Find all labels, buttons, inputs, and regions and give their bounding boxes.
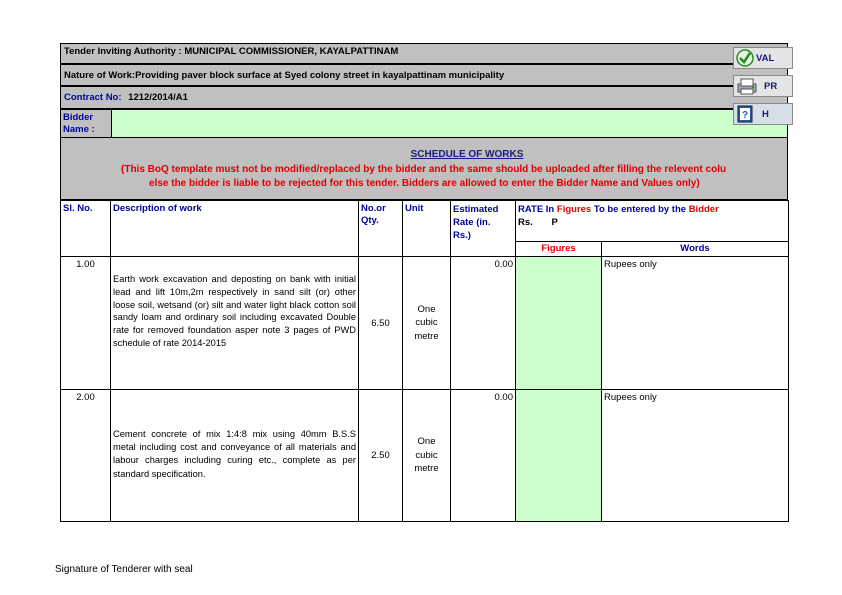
bidder-name-input[interactable] <box>111 110 787 137</box>
signature-label: Signature of Tenderer with seal <box>55 564 193 575</box>
help-button[interactable] <box>733 103 793 125</box>
item-qty: 2.50 <box>359 390 403 522</box>
print-icon <box>736 77 758 95</box>
macro-buttons <box>733 43 793 129</box>
item-estimated-rate: 0.00 <box>451 390 516 522</box>
col-header-figures: Figures <box>516 242 602 257</box>
boq-table <box>60 200 789 522</box>
col-header-estimated-rate: Estimated Rate (in. Rs.) <box>451 201 516 257</box>
item-unit: One cubic metre <box>403 390 451 522</box>
col-header-unit: Unit <box>403 201 451 257</box>
table-row <box>61 257 789 390</box>
item-sl-no: 1.00 <box>61 257 111 390</box>
item-unit: One cubic metre <box>403 257 451 390</box>
nature-of-work-text: Nature of Work:Providing paver block surface at Syed colony street in kayalpattinam municipality <box>64 70 505 81</box>
bidder-name-row <box>60 109 788 138</box>
col-header-qty: No.or Qty. <box>359 201 403 257</box>
help-button-label: H <box>762 108 769 120</box>
schedule-banner <box>60 138 788 200</box>
contract-number: 1212/2014/A1 <box>128 92 188 103</box>
tender-authority-text: Tender Inviting Authority : MUNICIPAL COMMISSIONER, KAYALPATTINAM <box>64 46 399 57</box>
item-rate-figures-input[interactable] <box>516 390 602 522</box>
nature-of-work-row <box>60 64 788 86</box>
validate-button[interactable] <box>733 47 793 69</box>
contract-label: Contract No: <box>64 92 122 103</box>
svg-text:?: ? <box>741 110 749 121</box>
item-description: Earth work excavation and deposting on bank with initial lead and lift 10m,2m respectively in sand silt (or) other loose soil, wetsand (or) silt and water light black cotton soil sandy loam and ordinary soil including excavated Double rate for removed foundation asper note 3 pages of PWD schedule of rate 2014-2015 <box>111 257 359 390</box>
item-estimated-rate: 0.00 <box>451 257 516 390</box>
tender-authority-row <box>60 43 788 64</box>
col-header-sl-no: Sl. No. <box>61 201 111 257</box>
help-book-icon <box>736 105 754 123</box>
col-header-description: Description of work <box>111 201 359 257</box>
item-description: Cement concrete of mix 1:4:8 mix using 40mm B.S.S metal including cost and conveyance of all materials and labour charges including curing etc., complete as per standard specification. <box>111 390 359 522</box>
col-header-words: Words <box>602 242 789 257</box>
item-qty: 6.50 <box>359 257 403 390</box>
col-header-rate: RATE In Figures To be entered by the Bidder Rs. P <box>516 201 789 242</box>
schedule-title: SCHEDULE OF WORKS <box>410 149 524 160</box>
schedule-note-line-2: else the bidder is liable to be rejected for this tender. Bidders are allowed to enter the Bidder Name and Values only) <box>149 178 700 189</box>
contract-row <box>60 86 788 109</box>
p-label: P <box>551 217 558 228</box>
table-row <box>61 390 789 522</box>
print-button[interactable] <box>733 75 793 97</box>
item-sl-no: 2.00 <box>61 390 111 522</box>
check-icon <box>736 49 754 67</box>
schedule-note-line-1: (This BoQ template must not be modified/replaced by the bidder and the same should be uploaded after filling the relevent colu <box>121 164 727 175</box>
item-rate-figures-input[interactable] <box>516 257 602 390</box>
validate-button-label: VAL <box>756 52 775 64</box>
print-button-label: PR <box>764 80 778 92</box>
item-rate-words: Rupees only <box>602 390 789 522</box>
bidder-name-label: Bidder Name : <box>63 112 95 135</box>
rs-label: Rs. <box>518 217 533 228</box>
item-rate-words: Rupees only <box>602 257 789 390</box>
